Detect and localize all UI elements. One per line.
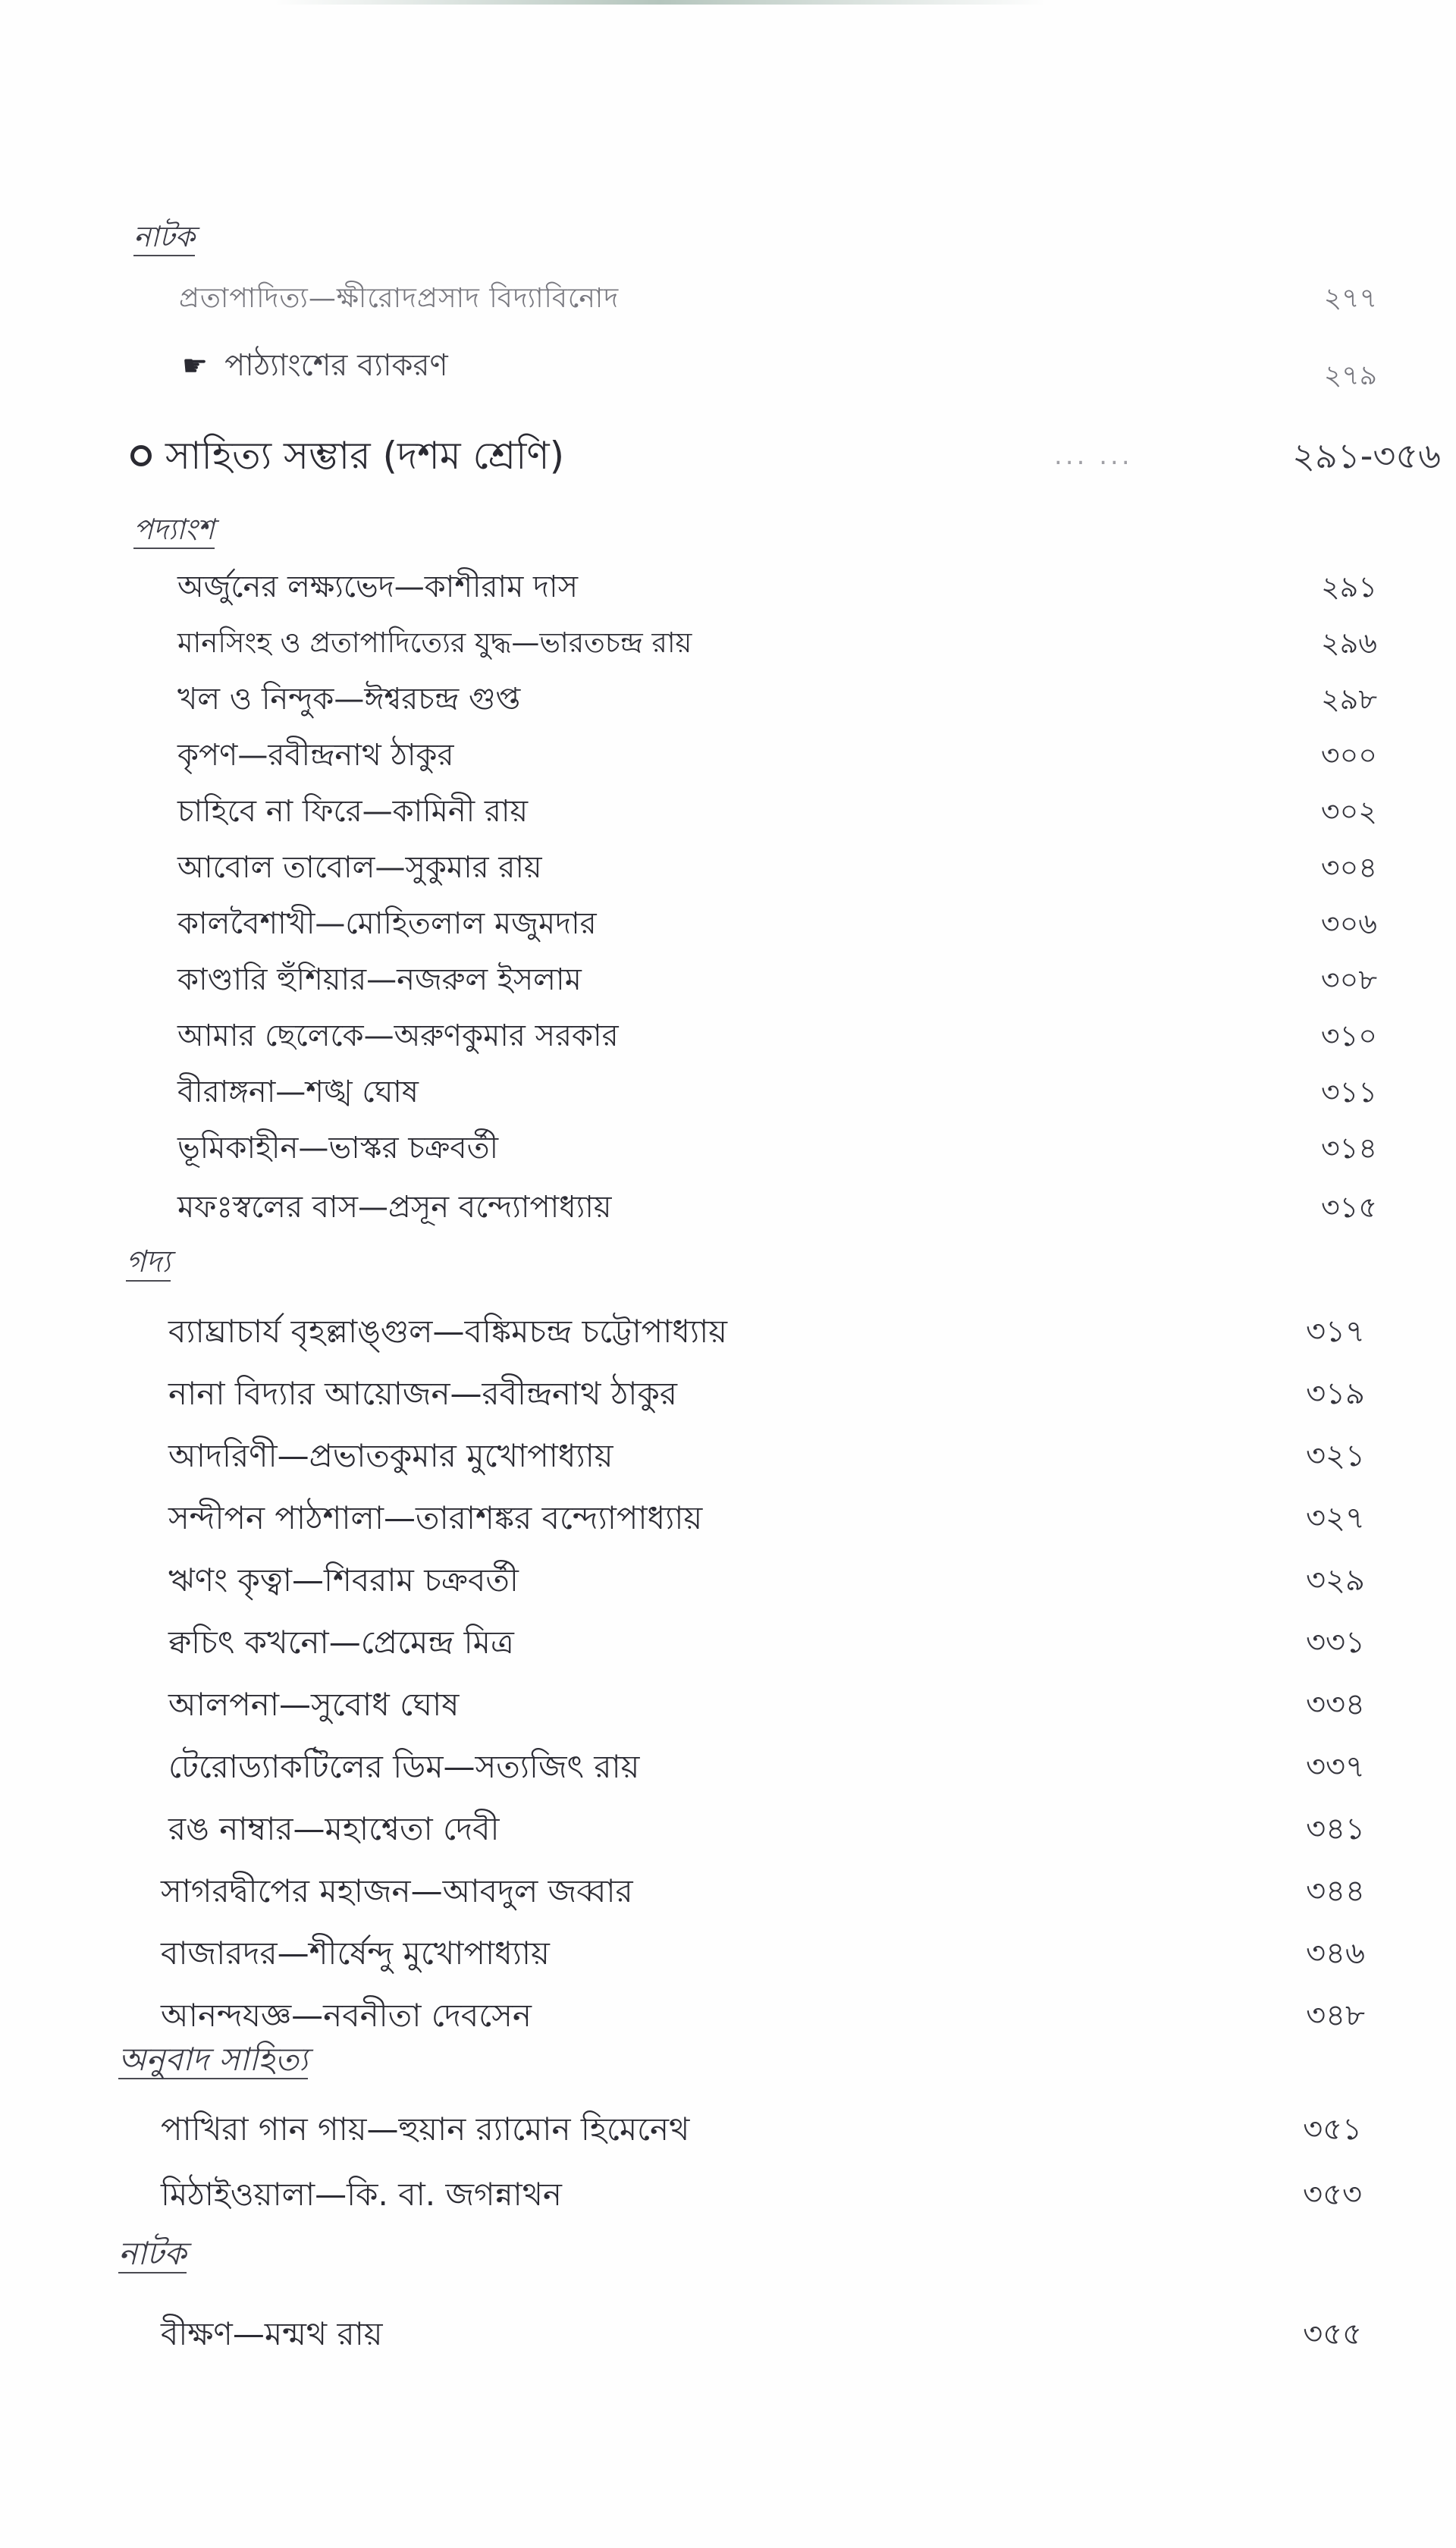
entry-page: ৩৩৪: [1306, 1687, 1365, 1722]
entry-title: ব্যাঘ্রাচার্য বৃহল্লাঙ্গুল—বঙ্কিমচন্দ্র চট্টোপাধ্যায়: [168, 1313, 727, 1350]
entry-title: কাণ্ডারি হুঁশিয়ার—নজরুল ইসলাম: [177, 962, 582, 997]
entry-page: ৩০৬: [1320, 907, 1377, 940]
toc-entry: [0, 1682, 1456, 1727]
entry-title: নানা বিদ্যার আয়োজন—রবীন্দ্রনাথ ঠাকুর: [168, 1375, 677, 1412]
entry-title: মানসিংহ ও প্রতাপাদিত্যের যুদ্ধ—ভারতচন্দ্র রায়: [177, 626, 692, 659]
entry-page: ৩৩১: [1306, 1625, 1365, 1660]
toc-entry: [0, 733, 1456, 778]
toc-entry: [0, 1869, 1456, 1914]
toc-entry: [0, 2107, 1456, 2152]
entry-title: বীরাঙ্গনা—শঙ্খ ঘোষ: [177, 1075, 419, 1109]
circle-bullet-icon: [130, 445, 152, 466]
entry-title: ঋণং কৃত্বা—শিবরাম চক্রবর্তী: [168, 1561, 519, 1599]
toc-entry: [0, 1371, 1456, 1417]
entry-page: ২৯১: [1320, 570, 1377, 604]
entry-title: আদরিণী—প্রভাতকুমার মুখোপাধ্যায়: [168, 1437, 613, 1474]
entry-title: কালবৈশাখী—মোহিতলাল মজুমদার: [177, 906, 597, 941]
toc-entry: [0, 276, 1456, 322]
entry-page: ৩০৪: [1320, 851, 1377, 884]
entry-page: ২৯৮: [1320, 682, 1377, 716]
toc-entry: [0, 901, 1456, 946]
toc-entry: [0, 1744, 1456, 1790]
entry-title: কৃপণ—রবীন্দ্রনাথ ঠাকুর: [177, 738, 454, 773]
toc-entry: [0, 1558, 1456, 1603]
entry-page: ৩১৯: [1306, 1376, 1365, 1411]
heading-poetry: পদ্যাংশ: [133, 513, 215, 549]
section-page-range: ২৯১-৩৫৬: [1292, 435, 1441, 476]
entry-page: ৩১০: [1320, 1019, 1377, 1053]
toc-entry: [0, 564, 1456, 610]
entry-title: আলপনা—সুবোধ ঘোষ: [168, 1686, 460, 1723]
entry-page: ৩৫৫: [1303, 2317, 1362, 2352]
toc-entry: [0, 1013, 1456, 1059]
entry-page: ৩২৭: [1305, 1501, 1365, 1536]
page-edge-shadow: [273, 0, 1046, 5]
toc-entry: [0, 620, 1456, 666]
toc-entry: [0, 957, 1456, 1003]
entry-page: ৩৪৪: [1306, 1874, 1365, 1909]
heading-prose: গদ্য: [126, 1245, 171, 1282]
entry-title: অর্জুনের লক্ষ্যভেদ—কাশীরাম দাস: [177, 570, 579, 604]
section-title-text: সাহিত্য সম্ভার (দশম শ্রেণি): [165, 434, 565, 478]
entry-title: টেরোড্যাকটিলের ডিম—সত্যজিৎ রায়: [168, 1748, 640, 1785]
entry-title: চাহিবে না ফিরে—কামিনী রায়: [177, 794, 529, 829]
toc-entry: [0, 1993, 1456, 2038]
entry-page: ৩০০: [1320, 739, 1377, 772]
section-title: [130, 429, 564, 482]
entry-page: ৩৪৮: [1306, 1998, 1365, 2033]
entry-page: ৩১৫: [1320, 1191, 1377, 1224]
entry-page: ২৭৭: [1323, 283, 1377, 314]
toc-entry: [0, 1495, 1456, 1541]
grammar-page: ২৭৯: [1323, 360, 1377, 391]
entry-title: পাখিরা গান গায়—হুয়ান র‍্যামোন হিমেনেথ: [161, 2110, 690, 2148]
heading-translation: অনুবাদ সাহিত্য: [118, 2041, 309, 2078]
entry-page: ৩৪৬: [1306, 1936, 1365, 1971]
toc-entry: [0, 2311, 1456, 2357]
toc-entry: [0, 2172, 1456, 2217]
grammar-label: পাঠ্যাংশের ব্যাকরণ: [224, 348, 448, 383]
entry-title: ক্বচিৎ কখনো—প্রেমেন্দ্র মিত্র: [168, 1624, 514, 1661]
entry-title: ভূমিকাহীন—ভাস্কর চক্রবর্তী: [177, 1131, 499, 1166]
toc-entry: [0, 1433, 1456, 1479]
entry-page: ৩০২: [1320, 795, 1377, 828]
section-dots: ... ...: [1054, 441, 1133, 471]
pointing-hand-icon: ☛: [182, 349, 209, 382]
toc-entry: [0, 1309, 1456, 1354]
heading-natok-top: নাটক: [133, 220, 195, 256]
entry-title: বাজারদর—শীর্ষেন্দু মুখোপাধ্যায়: [161, 1935, 550, 1972]
entry-page: ৩৫১: [1303, 2112, 1362, 2147]
entry-title: আবোল তাবোল—সুকুমার রায়: [177, 850, 542, 885]
toc-entry: [0, 1931, 1456, 1976]
entry-page: ৩৫৩: [1303, 2177, 1362, 2212]
toc-entry: [0, 1125, 1456, 1171]
entry-title: বীক্ষণ—মন্মথ রায়: [161, 2315, 383, 2352]
entry-page: ৩১১: [1320, 1075, 1377, 1109]
entry-title: সাগরদ্বীপের মহাজন—আবদুল জব্বার: [161, 1872, 633, 1909]
entry-page: ২৯৬: [1320, 626, 1377, 660]
toc-entry: [0, 1620, 1456, 1665]
entry-page: ৩০৮: [1320, 963, 1377, 996]
entry-title: মফঃস্বলের বাস—প্রসূন বন্দ্যোপাধ্যায়: [177, 1190, 612, 1225]
grammar-page-row: [0, 353, 1456, 399]
entry-title: রঙ নাম্বার—মহাশ্বেতা দেবী: [168, 1810, 500, 1847]
entry-page: ৩১৪: [1320, 1131, 1377, 1165]
heading-natok: নাটক: [118, 2235, 187, 2272]
entry-title: প্রতাপাদিত্য—ক্ষীরোদপ্রসাদ বিদ্যাবিনোদ: [179, 283, 620, 314]
toc-entry: [0, 1806, 1456, 1852]
entry-page: ৩৪১: [1306, 1812, 1365, 1847]
toc-entry: [0, 676, 1456, 722]
toc-entry: [0, 845, 1456, 890]
entry-page: ৩১৭: [1306, 1314, 1365, 1349]
entry-title: মিঠাইওয়ালা—কি. বা. জগন্নাথন: [161, 2176, 563, 2213]
entry-page: ৩২৯: [1306, 1563, 1365, 1598]
toc-entry: [0, 1069, 1456, 1115]
entry-title: সন্দীপন পাঠশালা—তারাশঙ্কর বন্দ্যোপাধ্যায়: [168, 1499, 703, 1536]
toc-entry: [0, 789, 1456, 834]
entry-title: খল ও নিন্দুক—ঈশ্বরচন্দ্র গুপ্ত: [177, 682, 521, 717]
toc-entry: [0, 1185, 1456, 1230]
entry-page: ৩২১: [1306, 1439, 1365, 1473]
entry-title: আনন্দযজ্ঞ—নবনীতা দেবসেন: [161, 1997, 532, 2034]
entry-title: আমার ছেলেকে—অরুণকুমার সরকার: [177, 1018, 619, 1053]
entry-page: ৩৩৭: [1305, 1749, 1365, 1784]
